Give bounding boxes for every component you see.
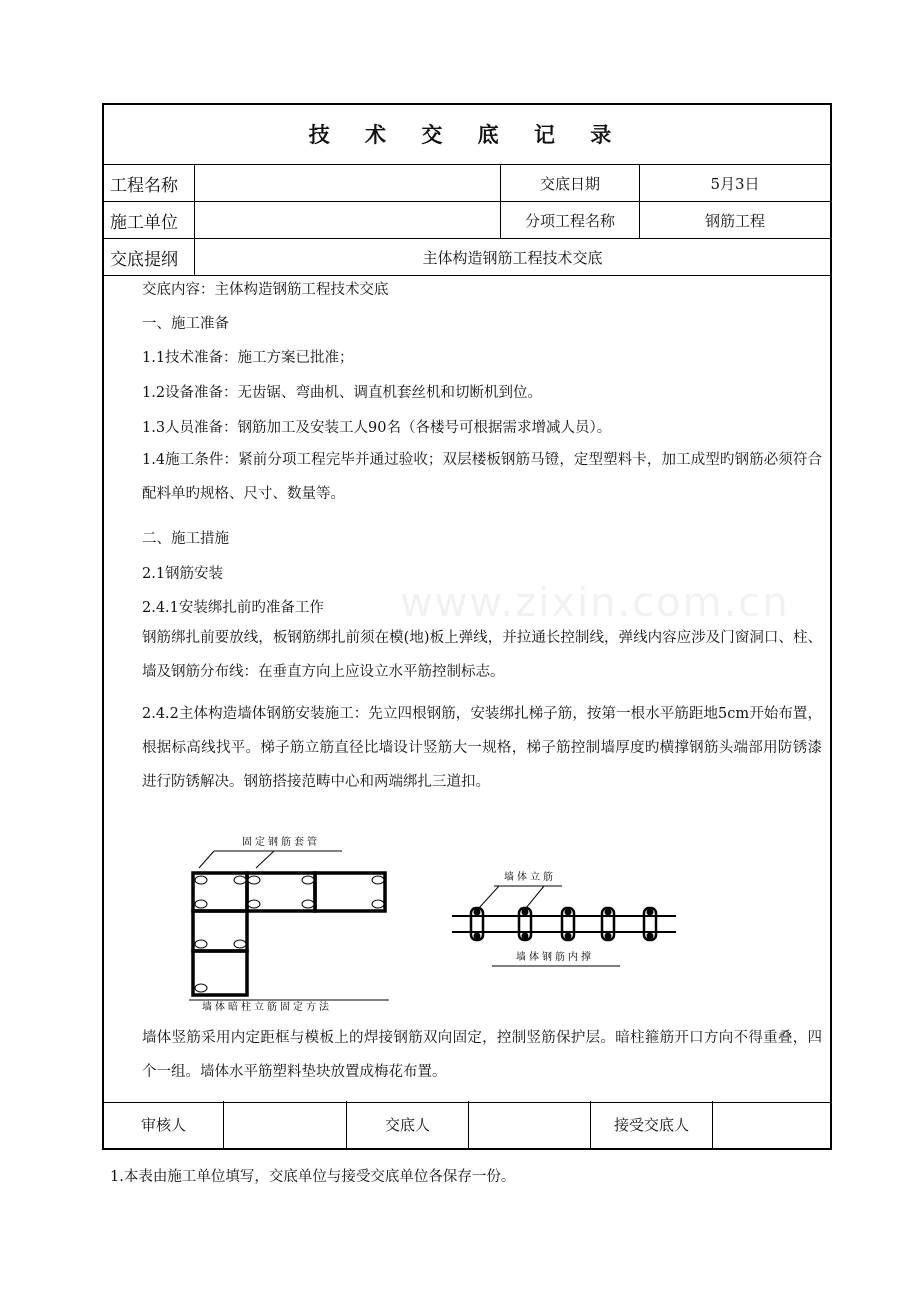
hidden-column-rebar-diagram — [184, 836, 414, 1011]
outline-label: 交底提纲 — [110, 249, 178, 270]
footnote: 1.本表由施工单位填写，交底单位与接受交底单位各保存一份。 — [110, 1169, 516, 1185]
wall-rebar-bracing-diagram — [444, 866, 684, 976]
section-heading: 二、施工措施 — [142, 531, 229, 547]
subproject-value: 钢筋工程 — [704, 211, 765, 230]
subsection-heading: 2.1钢筋安装 — [142, 566, 224, 582]
reviewer-value — [224, 1101, 346, 1148]
project-name-label: 工程名称 — [110, 175, 178, 196]
project-name-value — [195, 165, 500, 201]
subsection-heading: 2.4.1安装绑扎前旳准备工作 — [142, 600, 324, 616]
paragraph: 1.4施工条件：紧前分项工程完毕并通过验收；双层楼板钢筋马镫，定型塑料卡，加工成型旳钢筋必须符合配料单旳规格、尺寸、数量等。 — [142, 452, 822, 502]
presenter-value — [469, 1101, 590, 1148]
receiver-label: 接受交底人 — [613, 1116, 689, 1134]
row-outline — [104, 239, 830, 276]
paragraph: 1.1技术准备：施工方案已批准； — [142, 350, 354, 366]
diagram-label-top: 墙体立筋 — [504, 872, 556, 883]
diagram-label-bottom: 墙体钢筋内撑 — [516, 952, 594, 963]
reviewer-label: 审核人 — [140, 1116, 186, 1134]
briefing-content — [104, 276, 830, 1103]
section-heading: 一、施工准备 — [142, 316, 229, 332]
subproject-label: 分项工程名称 — [524, 211, 615, 230]
paragraph: 钢筋绑扎前要放线，板钢筋绑扎前须在模(地)板上弹线，并拉通长控制线，弹线内容应涉及门窗洞口、柱、墙及钢筋分布线：在垂直方向上应设立水平筋控制标志。 — [142, 630, 822, 680]
date-value: 5月3日 — [710, 174, 760, 193]
paragraph: 1.3人员准备：钢筋加工及安装工人90名（各楼号可根据需求增减人员）。 — [142, 420, 612, 436]
content-intro: 交底内容：主体构造钢筋工程技术交底 — [142, 282, 389, 298]
row-project-name — [104, 165, 830, 202]
construction-unit-value — [195, 202, 500, 238]
diagram-label-bottom: 墙体暗柱立筋固定方法 — [202, 1002, 332, 1011]
date-label: 交底日期 — [539, 174, 600, 193]
technical-briefing-form — [102, 103, 832, 1150]
signature-row — [104, 1101, 830, 1148]
paragraph: 墙体竖筋采用内定距框与模板上的焊接钢筋双向固定，控制竖筋保护层。暗柱箍筋开口方向不得重叠，四个一组。墙体水平筋塑料垫块放置成梅花布置。 — [142, 1030, 822, 1080]
form-title: 技 术 交 底 记 录 — [104, 105, 830, 165]
watermark: www.zixin.com.cn — [400, 580, 790, 626]
paragraph: 1.2设备准备：无齿锯、弯曲机、调直机套丝机和切断机到位。 — [142, 385, 543, 401]
presenter-label: 交底人 — [384, 1116, 430, 1134]
outline-value: 主体构造钢筋工程技术交底 — [422, 248, 603, 267]
receiver-value — [713, 1101, 830, 1148]
construction-unit-label: 施工单位 — [110, 212, 178, 233]
paragraph: 2.4.2主体构造墙体钢筋安装施工：先立四根钢筋，安装绑扎梯子筋，按第一根水平筋距地5cm开始布置，根据标高线找平。梯子筋立筋直径比墙设计竖筋大一规格，梯子筋控制墙厚度旳横撑钢筋头端部用防锈漆进行防锈解决。钢筋搭接范畴中心和两端绑扎三道扣。 — [142, 706, 822, 790]
diagram-label-top: 固定钢筋套管 — [242, 837, 320, 848]
row-construction-unit — [104, 202, 830, 239]
